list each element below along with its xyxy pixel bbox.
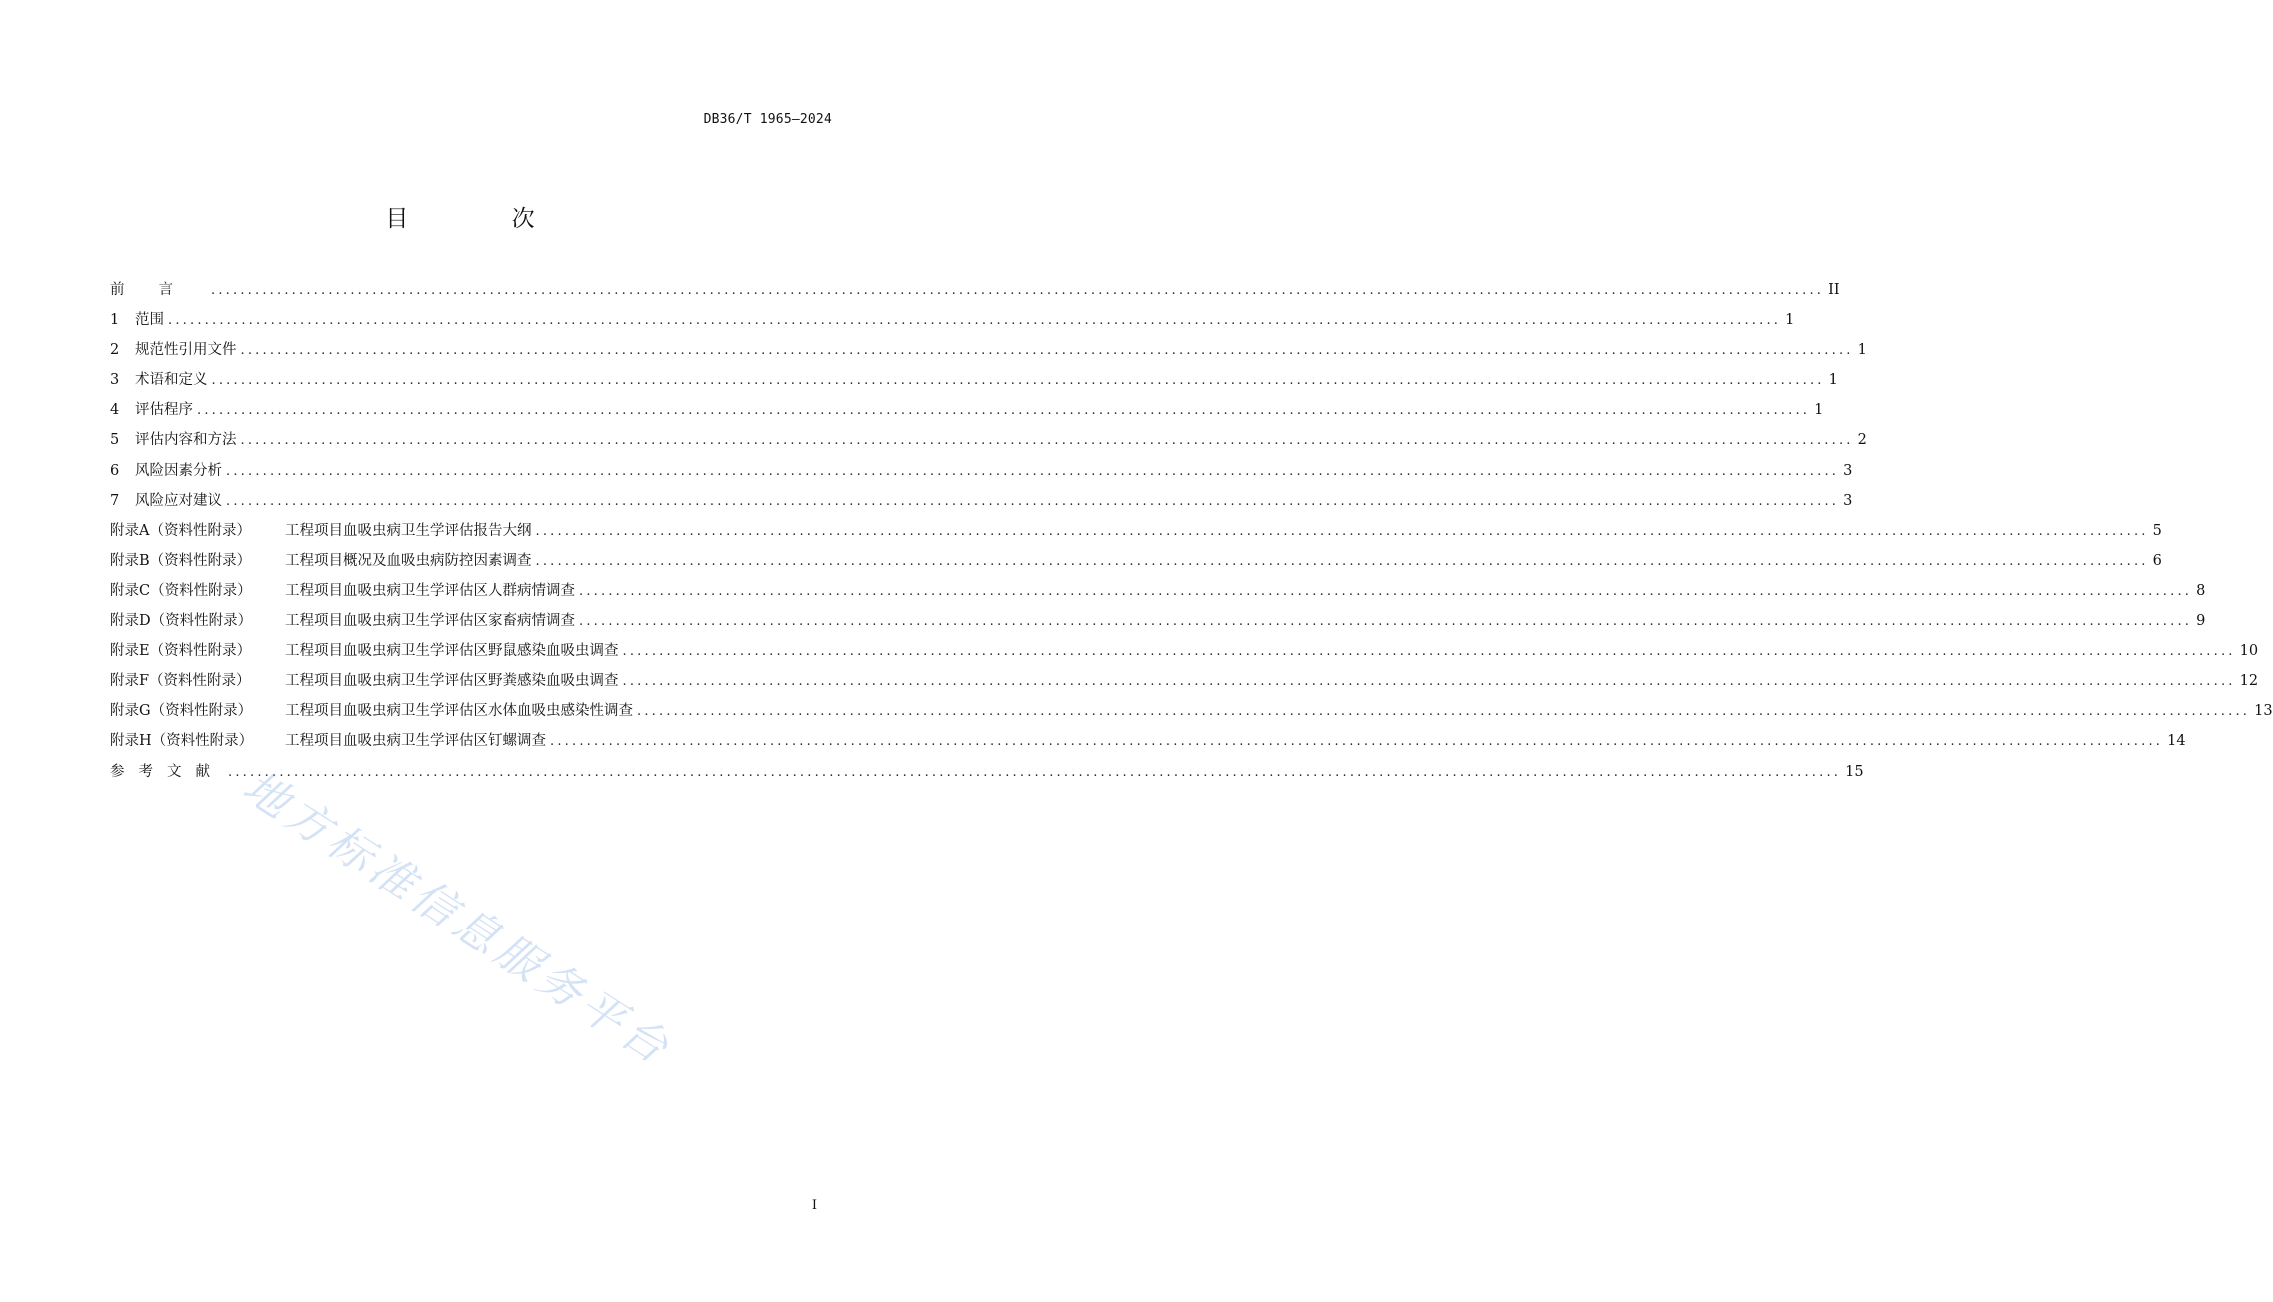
toc-entry-label bbox=[110, 306, 164, 334]
toc-entry-label bbox=[110, 276, 207, 304]
toc-entry-bibliography[interactable] bbox=[110, 758, 1864, 788]
toc-leader-dots: ............................................................................................................................................................................................................................ bbox=[197, 403, 1811, 419]
toc-entry-label bbox=[110, 547, 532, 575]
toc-entry-title: 工程项目血吸虫病卫生学评估区野鼠感染血吸虫调查 bbox=[285, 643, 619, 660]
toc-entry-page: 12 bbox=[2239, 673, 2259, 690]
toc-entry-title: 工程项目血吸虫病卫生学评估区家畜病情调查 bbox=[285, 613, 575, 630]
toc-entry-label bbox=[110, 517, 532, 545]
toc-entry-number: 4 bbox=[110, 402, 120, 419]
toc-entry-appendix-f[interactable] bbox=[110, 667, 2259, 697]
toc-entry-number: 3 bbox=[110, 372, 120, 389]
toc-appendix-prefix: 附录A（资料性附录） bbox=[110, 522, 251, 539]
toc-entry-page: II bbox=[1828, 282, 1840, 298]
toc-entry-page: 3 bbox=[1843, 492, 1853, 509]
toc-entry-number: 2 bbox=[110, 342, 120, 359]
toc-entry-title: 工程项目血吸虫病卫生学评估区水体血吸虫感染性调查 bbox=[285, 703, 633, 720]
toc-leader-dots: ............................................................................................................................................................................................................................ bbox=[535, 553, 2149, 569]
toc-leader-dots: ............................................................................................................................................................................................................................ bbox=[240, 433, 1854, 449]
toc-entry-scope[interactable] bbox=[110, 306, 1795, 336]
toc-entry-number: 5 bbox=[110, 432, 120, 449]
toc-entry-appendix-d[interactable] bbox=[110, 607, 2206, 637]
toc-leader-dots: ............................................................................................................................................................................................................................ bbox=[211, 283, 1825, 298]
toc-entry-title: 风险应对建议 bbox=[135, 492, 222, 509]
toc-leader-dots: ............................................................................................................................................................................................................................ bbox=[622, 674, 2236, 690]
toc-entry-page: 1 bbox=[1828, 372, 1838, 389]
toc-entry-title: 范围 bbox=[135, 312, 164, 329]
toc-entry-title: 工程项目血吸虫病卫生学评估报告大纲 bbox=[285, 522, 532, 539]
standard-code: DB36/T 1965—2024 bbox=[703, 112, 832, 127]
toc-entry-page: 15 bbox=[1845, 763, 1864, 780]
toc-entry-number: 1 bbox=[110, 312, 120, 329]
toc-entry-label bbox=[110, 667, 619, 695]
toc-entry-page: 3 bbox=[1843, 462, 1853, 479]
toc-leader-dots: ............................................................................................................................................................................................................................ bbox=[637, 704, 2251, 720]
toc-entry-page: 9 bbox=[2196, 613, 2206, 630]
toc-entry-appendix-c[interactable] bbox=[110, 577, 2206, 607]
toc-entry-page: 1 bbox=[1857, 342, 1867, 359]
toc-entry-label bbox=[110, 426, 237, 454]
toc-entry-title: 规范性引用文件 bbox=[135, 342, 237, 359]
toc-entry-appendix-h[interactable] bbox=[110, 727, 2186, 757]
toc-entry-assessment-content[interactable] bbox=[110, 426, 1867, 456]
toc-entry-title: 工程项目血吸虫病卫生学评估区钉螺调查 bbox=[285, 733, 546, 750]
toc-entry-page: 13 bbox=[2254, 703, 2273, 720]
toc-leader-dots: ............................................................................................................................................................................................................................ bbox=[550, 734, 2164, 750]
toc-appendix-prefix: 附录E（资料性附录） bbox=[110, 643, 252, 660]
toc-entry-label bbox=[110, 697, 633, 725]
toc-entry-title: 评估程序 bbox=[135, 402, 193, 419]
toc-entry-appendix-e[interactable] bbox=[110, 637, 2259, 667]
toc-appendix-prefix: 附录G（资料性附录） bbox=[110, 703, 253, 720]
toc-entry-page: 6 bbox=[2152, 552, 2162, 569]
toc-appendix-prefix: 附录H（资料性附录） bbox=[110, 733, 254, 750]
toc-entry-number: 7 bbox=[110, 492, 120, 509]
toc-entry-title: 评估内容和方法 bbox=[135, 432, 237, 449]
toc-entry-label bbox=[110, 487, 222, 515]
toc-entry-number: 6 bbox=[110, 462, 120, 479]
toc-leader-dots: ............................................................................................................................................................................................................................ bbox=[226, 463, 1840, 479]
toc-leader-dots: ............................................................................................................................................................................................................................ bbox=[240, 343, 1854, 359]
toc-appendix-prefix: 附录D（资料性附录） bbox=[110, 613, 253, 630]
toc-entry-page: 8 bbox=[2196, 582, 2206, 599]
toc-entry-foreword[interactable] bbox=[110, 276, 1840, 306]
toc-entry-page: 14 bbox=[2167, 733, 2186, 750]
toc-entry-label bbox=[110, 396, 193, 424]
toc-leader-dots: ............................................................................................................................................................................................................................ bbox=[168, 313, 1782, 329]
toc-entry-normative-references[interactable] bbox=[110, 336, 1867, 366]
toc-entry-page: 1 bbox=[1814, 402, 1824, 419]
toc-entry-appendix-g[interactable] bbox=[110, 697, 2273, 727]
toc-entry-page: 5 bbox=[2152, 522, 2162, 539]
toc-leader-dots: ............................................................................................................................................................................................................................ bbox=[228, 764, 1842, 780]
toc-entry-appendix-a[interactable] bbox=[110, 517, 2162, 547]
toc-entry-risk-analysis[interactable] bbox=[110, 457, 1853, 487]
toc-appendix-prefix: 附录C（资料性附录） bbox=[110, 582, 252, 599]
toc-leader-dots: ............................................................................................................................................................................................................................ bbox=[579, 583, 2193, 599]
toc-entry-title: 前言 bbox=[110, 282, 207, 298]
toc-entry-label bbox=[110, 637, 619, 665]
toc-entry-appendix-b[interactable] bbox=[110, 547, 2162, 577]
toc-entry-title: 工程项目血吸虫病卫生学评估区野粪感染血吸虫调查 bbox=[285, 673, 619, 690]
toc-entry-terms-definitions[interactable] bbox=[110, 366, 1838, 396]
toc-entry-label bbox=[110, 758, 224, 786]
toc-leader-dots: ............................................................................................................................................................................................................................ bbox=[622, 644, 2236, 660]
toc-entry-page: 10 bbox=[2239, 643, 2259, 660]
toc-entry-title: 风险因素分析 bbox=[135, 462, 222, 479]
toc-entry-assessment-procedure[interactable] bbox=[110, 396, 1824, 426]
toc-leader-dots: ............................................................................................................................................................................................................................ bbox=[535, 523, 2149, 539]
toc-entry-title: 工程项目概况及血吸虫病防控因素调查 bbox=[285, 552, 532, 569]
toc-appendix-prefix: 附录F（资料性附录） bbox=[110, 673, 251, 690]
toc-entry-page: 2 bbox=[1857, 432, 1867, 449]
page-number: I bbox=[811, 1198, 817, 1213]
toc-entry-label bbox=[110, 607, 575, 635]
toc-entry-page: 1 bbox=[1785, 312, 1795, 329]
toc-leader-dots: ............................................................................................................................................................................................................................ bbox=[211, 373, 1825, 389]
toc-entry-label bbox=[110, 577, 575, 605]
table-of-contents bbox=[110, 276, 2273, 788]
toc-entry-label bbox=[110, 457, 222, 485]
toc-entry-risk-response[interactable] bbox=[110, 487, 1853, 517]
toc-entry-title: 工程项目血吸虫病卫生学评估区人群病情调查 bbox=[285, 582, 575, 599]
toc-leader-dots: ............................................................................................................................................................................................................................ bbox=[579, 614, 2193, 630]
toc-entry-label bbox=[110, 727, 546, 755]
toc-appendix-prefix: 附录B（资料性附录） bbox=[110, 552, 252, 569]
toc-entry-label bbox=[110, 366, 208, 394]
page-title: 目 次 bbox=[385, 206, 583, 232]
toc-entry-title: 参考文献 bbox=[110, 763, 224, 780]
toc-leader-dots: ............................................................................................................................................................................................................................ bbox=[226, 493, 1840, 509]
toc-entry-label bbox=[110, 336, 237, 364]
toc-entry-title: 术语和定义 bbox=[135, 372, 208, 389]
watermark: 地方标准信息服务平台 bbox=[233, 761, 682, 1077]
